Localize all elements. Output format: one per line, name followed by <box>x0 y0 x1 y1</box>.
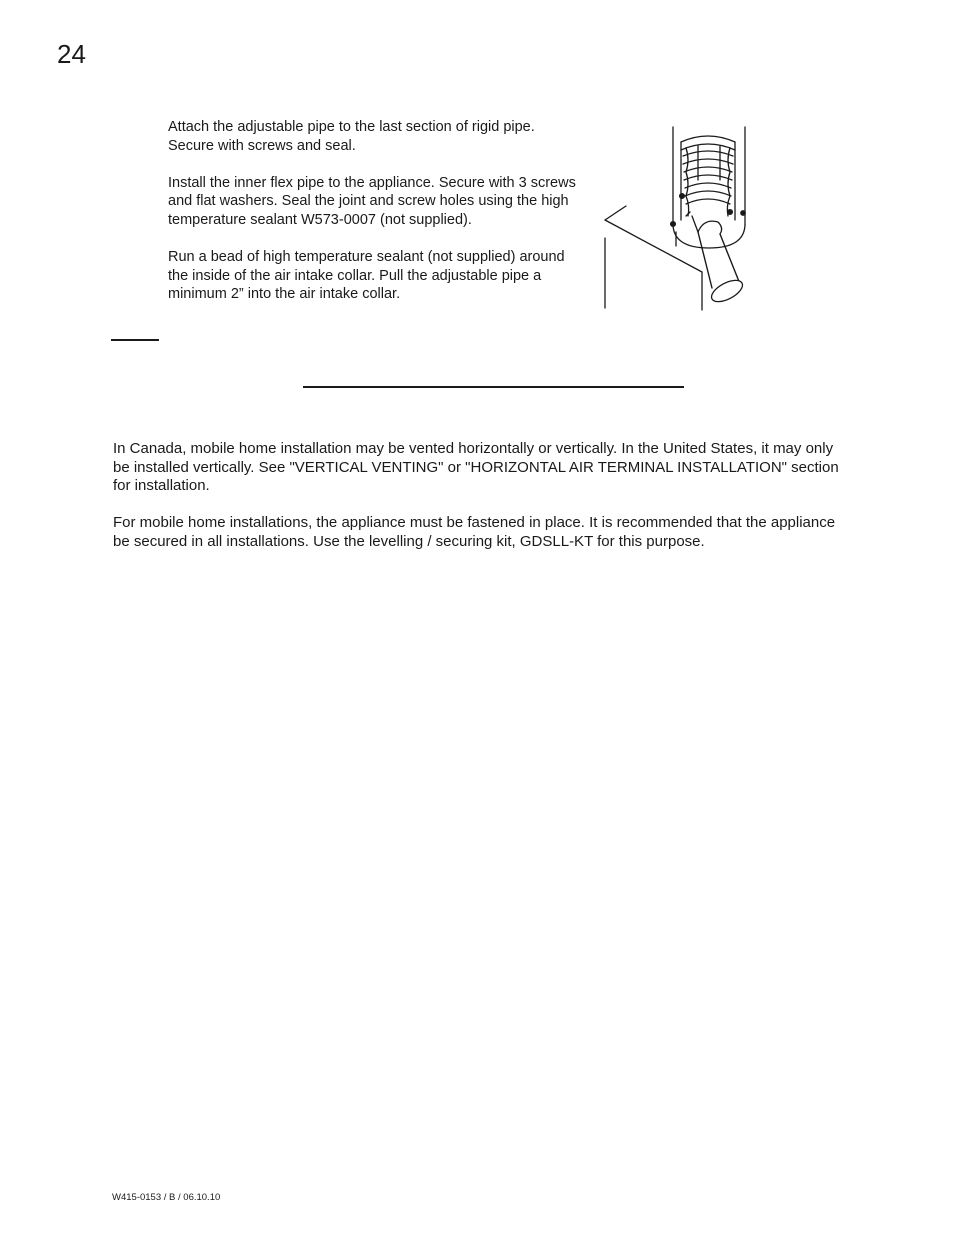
pipe-sealant-illustration <box>600 120 760 315</box>
step-attach-adjustable-pipe <box>168 118 598 155</box>
step-install-flex-pipe <box>168 174 598 230</box>
section-heading-underline <box>303 386 684 388</box>
paragraph-line: be installed vertically. See "VERTICAL VENTING" or "HORIZONTAL AIR TERMINAL INSTALLATION" section <box>113 458 839 476</box>
paragraph-venting-direction <box>113 440 883 496</box>
document-code: W415-0153 / B / 06.10.10 <box>112 1192 221 1203</box>
step-line: Secure with screws and seal. <box>168 137 356 154</box>
step-line: Attach the adjustable pipe to the last section of rigid pipe. <box>168 119 535 135</box>
step-line: Install the inner flex pipe to the appliance. Secure with 3 screws <box>168 174 576 191</box>
step-line: minimum 2” into the air intake collar. <box>168 286 401 303</box>
page-number: 24 <box>57 39 86 69</box>
step-line: temperature sealant W573-0007 (not supplied). <box>168 211 472 228</box>
paragraph-line: be secured in all installations. Use the levelling / securing kit, GDSLL-KT for this purpose. <box>113 533 705 550</box>
step-line: Run a bead of high temperature sealant (not supplied) around <box>168 249 565 266</box>
section-rule-short <box>111 339 159 341</box>
paragraph-line: For mobile home installations, the appliance must be fastened in place. It is recommended that the appliance <box>113 514 836 532</box>
step-line: the inside of the air intake collar. Pull the adjustable pipe a <box>168 267 542 284</box>
mobile-home-installation-text <box>113 440 883 570</box>
paragraph-line: for installation. <box>113 477 210 495</box>
step-seal-air-intake-collar <box>168 248 598 304</box>
installation-steps <box>168 118 598 323</box>
paragraph-fasten-appliance <box>113 514 883 551</box>
step-line: and flat washers. Seal the joint and screw holes using the high <box>168 193 569 210</box>
paragraph-line: In Canada, mobile home installation may be vented horizontally or vertically. In the United States, it may only <box>113 440 834 457</box>
